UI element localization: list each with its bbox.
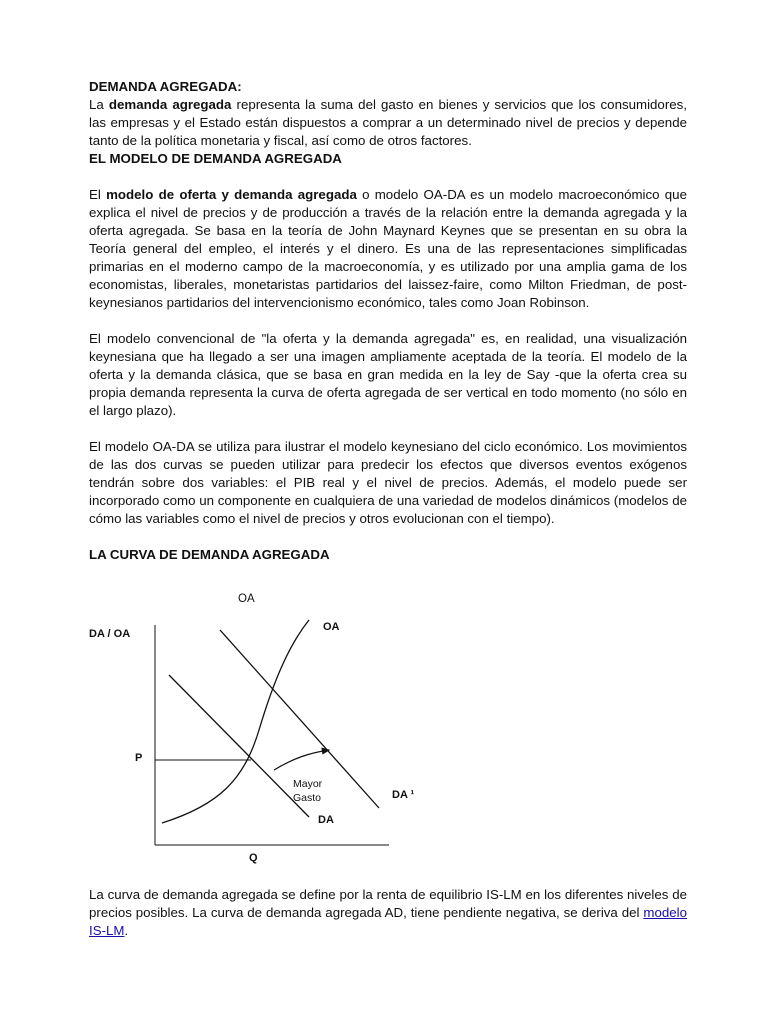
oa-top-label: OA xyxy=(238,593,255,605)
paragraph-modelo-oa-da: El modelo de oferta y demanda agregada o modelo OA-DA es un modelo macroeconómico que explica el nivel de precios y de producción a través de la relación entre la demanda agregada y la oferta agregada. Se basa en la teoría de John Maynard Keynes que se presentan en su obra la Teoría general del empleo, el interés y el dinero. Es una de las representaciones simplificadas primarias en el moderno campo de la macroeconomía, y es utilizado por una amplia gama de los economistas, liberales, monetaristas partidarios del laissez-faire, como Milton Friedman, de post-keynesianos partidarios del intervencionismo económico, tales como Joan Robinson. xyxy=(89,187,687,310)
da-curve xyxy=(169,675,309,817)
heading-curva-demanda: LA CURVA DE DEMANDA AGREGADA xyxy=(89,547,330,562)
paragraph-curva-definicion: La curva de demanda agregada se define por la renta de equilibrio IS-LM en los diferentes niveles de precios posibles. La curva de demanda agregada AD, tiene pendiente negativa, se deriva del modelo IS-LM. xyxy=(89,887,687,938)
price-label: P xyxy=(135,752,143,764)
oa-da-diagram xyxy=(89,590,429,875)
shift-label-mayor: Mayor xyxy=(293,778,323,790)
da-label: DA xyxy=(318,814,334,826)
paragraph-ciclo-economico: El modelo OA-DA se utiliza para ilustrar el modelo keynesiano del ciclo económico. Los movimientos de las dos curvas se pueden utilizar para predecir los efectos que diversos eventos exógenos tendrán sobre dos variables: el PIB real y el nivel de precios. Además, el modelo puede ser incorporado como un componente en cualquiera de una variedad de modelos dinámicos (modelos de cómo las variables como el nivel de precios y otros evolucionan con el tiempo). xyxy=(89,439,687,526)
quantity-label: Q xyxy=(249,852,258,864)
heading-modelo-demanda-agregada: EL MODELO DE DEMANDA AGREGADA xyxy=(89,151,342,166)
da1-label: DA ¹ xyxy=(392,789,415,801)
document-body xyxy=(89,78,687,564)
diagram-svg xyxy=(89,590,429,875)
paragraph-definition: La demanda agregada representa la suma del gasto en bienes y servicios que los consumidores, las empresas y el Estado están dispuestos a comprar a un determinado nivel de precios y depende tanto de la política monetaria y fiscal, así como de otros factores. xyxy=(89,97,687,148)
paragraph-modelo-convencional: El modelo convencional de "la oferta y la demanda agregada" es, en realidad, una visualización keynesiana que ha llegado a ser una imagen ampliamente aceptada de la teoría. El modelo de la oferta y la demanda clásica, que se basa en gran medida en la ley de Say -que la oferta crea su propia demanda representa la curva de oferta agregada de ser vertical en todo momento (no sólo en el largo plazo). xyxy=(89,331,687,418)
modelo-is-lm-link[interactable]: modelo IS-LM xyxy=(89,905,687,938)
oa-curve xyxy=(162,620,309,823)
oa-curve-label: OA xyxy=(323,621,340,633)
shift-label-gasto: Gasto xyxy=(293,792,322,804)
heading-demanda-agregada: DEMANDA AGREGADA: xyxy=(89,79,242,94)
shift-arrow xyxy=(274,750,329,770)
y-axis-label: DA / OA xyxy=(89,628,131,640)
